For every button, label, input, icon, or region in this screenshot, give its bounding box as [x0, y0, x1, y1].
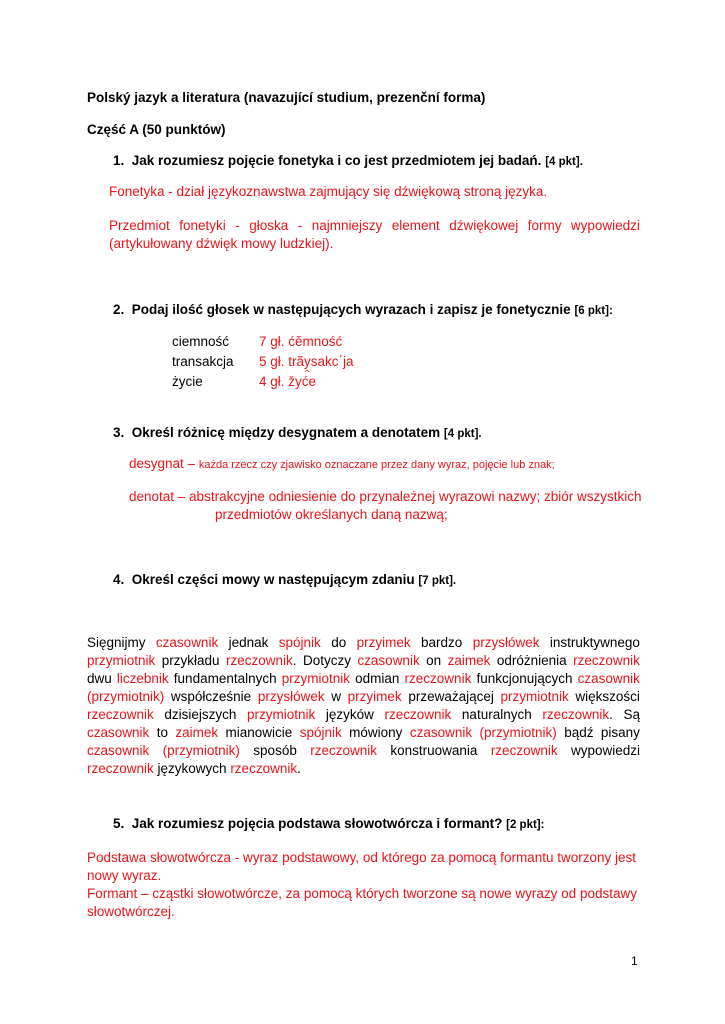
sentence-word: jednak	[228, 635, 269, 650]
page-number: 1	[631, 954, 638, 968]
word: ciemność	[172, 334, 230, 349]
part-of-speech-label: rzeczownik	[384, 707, 452, 722]
sentence-word: dwu	[87, 671, 112, 686]
sentence-word: .	[297, 761, 301, 776]
part-of-speech-label: czasownik	[409, 725, 473, 740]
answer-1-word: wypowiedzi	[570, 218, 640, 233]
part-of-speech-label: zaimek	[175, 725, 219, 740]
answer-5-line3: Formant – cząstki słowotwórcze, za pomocą których tworzone są nowe wyrazy od podstawy	[87, 886, 637, 901]
word-row-3	[172, 373, 316, 391]
answer-5-line2: nowy wyraz.	[87, 868, 162, 883]
part-of-speech-label: przyimek	[356, 635, 411, 650]
desygnat-definition: każda rzecz czy zjawisko oznaczane przez dany wyraz, pojęcie lub znak;	[198, 459, 555, 471]
paragraph-line	[87, 634, 640, 652]
question-2-points: [6 pkt]:	[574, 305, 613, 317]
word-row-1	[172, 333, 342, 351]
paragraph-line	[87, 724, 640, 742]
part-of-speech-label: przysłówek	[257, 689, 325, 704]
sentence-word: wypowiedzi	[570, 743, 640, 758]
question-5	[113, 815, 544, 834]
paragraph-line	[87, 706, 640, 724]
part-of-speech-label: rzeczownik	[573, 653, 640, 668]
part-of-speech-label: rzeczownik	[490, 743, 558, 758]
sentence-word: przeważającej	[408, 689, 494, 704]
part-of-speech-label: przymiotnik	[500, 689, 569, 704]
answer-5-line1: Podstawa słowotwórcza - wyraz podstawowy, od którego za pomocą formantu tworzony jest	[87, 850, 636, 865]
word-row-2	[172, 353, 354, 371]
part-of-speech-label: czasownik	[155, 635, 219, 650]
paragraph-line	[87, 742, 640, 760]
part-of-speech-label: spójnik	[278, 635, 321, 650]
answer-3-desygnat	[129, 455, 555, 474]
question-1	[113, 152, 583, 171]
sentence-word: Sięgnijmy	[87, 635, 146, 650]
part-of-speech-label: (przymiotnik)	[162, 743, 240, 758]
word: życie	[172, 374, 203, 389]
answer-1-definition: Fonetyka - dział językoznawstwa zajmujący się dźwiękową stroną języka.	[109, 184, 548, 199]
question-2-text: Podaj ilość głosek w następujących wyrazach i zapisz je fonetycznie	[131, 302, 571, 317]
question-1-points: [4 pkt].	[545, 156, 583, 168]
sentence-word: przykładu	[161, 653, 220, 668]
word-group	[226, 652, 297, 670]
question-2	[113, 301, 613, 320]
question-4	[113, 571, 456, 590]
answer-1-word: formy	[527, 218, 562, 233]
answer-1-word: głoska	[249, 218, 289, 233]
sentence-word: większości	[575, 689, 640, 704]
part-of-speech-label: przysłówek	[472, 635, 540, 650]
part-of-speech-label: czasownik	[87, 725, 150, 740]
word: transakcja	[172, 354, 234, 369]
part-of-speech-label: (przymiotnik)	[479, 725, 557, 740]
question-3-number: 3.	[113, 425, 125, 440]
sentence-word: odróżnienia	[496, 653, 567, 668]
question-5-points: [2 pkt]:	[506, 819, 545, 831]
question-5-number: 5.	[113, 816, 125, 831]
part-of-speech-label: rzeczownik	[87, 707, 154, 722]
course-title: Polský jazyk a literatura (navazující studium, prezenční forma)	[87, 90, 486, 105]
part-of-speech-label: czasownik	[577, 671, 640, 686]
part-of-speech-label: spójnik	[299, 725, 342, 740]
sentence-word: odmian	[355, 671, 400, 686]
part-of-speech-label: przymiotnik	[87, 653, 156, 668]
question-3-points: [4 pkt].	[443, 428, 482, 440]
question-5-text: Jak rozumiesz pojęcia podstawa słowotwórcza i formant?	[131, 816, 503, 831]
sentence-word: naturalnych	[461, 707, 532, 722]
part-of-speech-label: przymiotnik	[247, 707, 316, 722]
paragraph-line	[87, 670, 640, 688]
part-of-speech-label: rzeczownik	[542, 707, 610, 722]
phonetic-answer: 5 gł. trãy̯sakc΄ja	[259, 354, 354, 369]
question-1-text: Jak rozumiesz pojęcie fonetyka i co jest przedmiotem jej badań.	[131, 153, 542, 168]
part-of-speech-label: zaimek	[447, 653, 491, 668]
question-4-points: [7 pkt].	[418, 575, 457, 587]
sentence-word: konstruowania	[390, 743, 478, 758]
part-of-speech-label: rzeczownik	[230, 761, 298, 776]
desygnat-term: desygnat –	[129, 456, 196, 471]
part-of-speech-label: rzeczownik	[87, 761, 154, 776]
sentence-word: współcześnie	[170, 689, 252, 704]
part-of-speech-label: czasownik	[357, 653, 420, 668]
answer-1-word: Przedmiot	[109, 218, 170, 233]
answer-1-word: najmniejszy	[311, 218, 383, 233]
sentence-word: do	[331, 635, 347, 650]
part-of-speech-label: liczebnik	[116, 671, 169, 686]
sentence-word: .	[609, 707, 613, 722]
sentence-word: to	[156, 725, 168, 740]
paragraph-line	[87, 760, 301, 778]
answer-5-line4: słowotwórczej.	[87, 904, 175, 919]
part-title: Część A (50 punktów)	[87, 122, 226, 137]
question-3	[113, 424, 482, 443]
sentence-word: bądź	[564, 725, 594, 740]
sentence-word: .	[292, 653, 297, 668]
answer-3-denotat-line1: denotat – abstrakcyjne odniesienie do przynależnej wyrazowi nazwy; zbiór wszystkich	[129, 489, 642, 504]
sentence-word: pisany	[600, 725, 640, 740]
sentence-word: Dotyczy	[302, 653, 351, 668]
phonetic-answer: 4 gł. žyće	[259, 374, 317, 389]
word-group	[542, 706, 613, 724]
part-of-speech-label: przyimek	[347, 689, 402, 704]
question-4-number: 4.	[113, 572, 125, 587]
sentence-word: języków	[325, 707, 374, 722]
part-of-speech-label: rzeczownik	[225, 653, 293, 668]
sentence-word: mówiony	[349, 725, 403, 740]
part-of-speech-label: (przymiotnik)	[87, 689, 165, 704]
sentence-word: funkcjonujących	[476, 671, 573, 686]
answer-1-word: dźwiękowej	[449, 218, 519, 233]
answer-1-word: -	[297, 218, 303, 233]
sentence-word: dzisiejszych	[164, 707, 237, 722]
question-2-number: 2.	[113, 302, 125, 317]
paragraph-line	[87, 688, 640, 706]
sentence-word: on	[426, 653, 442, 668]
question-4-text: Określ części mowy w następującym zdaniu	[131, 572, 415, 587]
sentence-word: instruktywnego	[549, 635, 640, 650]
answer-1-subject-line1	[109, 217, 640, 235]
sentence-word: w	[331, 689, 342, 704]
sentence-word: językowych	[153, 761, 231, 776]
paragraph-line	[87, 652, 640, 670]
sentence-word: fundamentalnych	[173, 671, 277, 686]
part-of-speech-label: czasownik	[87, 743, 150, 758]
answer-1-word: -	[235, 218, 240, 233]
part-of-speech-label: rzeczownik	[310, 743, 377, 758]
answer-3-denotat-line2: przedmiotów określanych daną nazwą;	[215, 507, 448, 522]
phonetic-answer: 7 gł. ćĕmność	[259, 334, 343, 349]
answer-1-word: fonetyki	[179, 218, 226, 233]
answer-1-word: element	[391, 218, 440, 233]
sentence-word: bardzo	[421, 635, 463, 650]
sentence-word: Są	[623, 707, 640, 722]
sentence-word: mianowicie	[225, 725, 293, 740]
sentence-word: sposób	[253, 743, 297, 758]
question-3-text: Określ różnicę między desygnatem a denotatem	[131, 425, 441, 440]
part-of-speech-label: przymiotnik	[281, 671, 351, 686]
question-1-number: 1.	[113, 153, 125, 168]
part-of-speech-label: rzeczownik	[404, 671, 472, 686]
answer-1-subject-line2: (artykułowany dźwięk mowy ludzkiej).	[109, 236, 334, 251]
